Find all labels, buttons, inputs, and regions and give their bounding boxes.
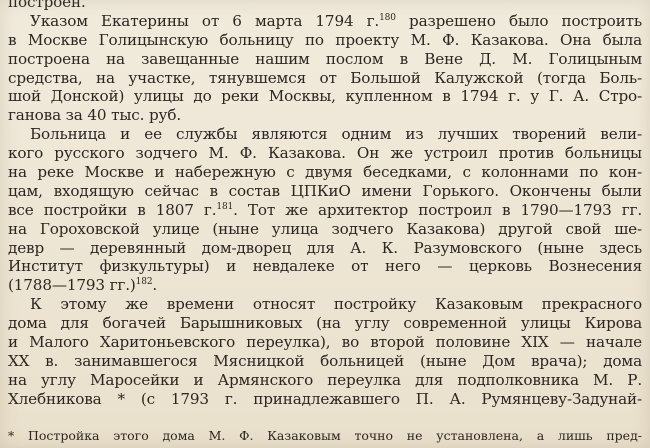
text-line-content: и Малого Харитоньевского переулка), во второй половине XIX — начале (8, 333, 642, 352)
text-line (8, 314, 642, 333)
text-line (8, 333, 642, 352)
text-line (8, 0, 642, 12)
footnote-reference: 182 (135, 277, 153, 288)
text-line-content: Больница и ее службы являются одним из лучших творений вели- (30, 125, 642, 144)
text-line-content: Указом Екатерины от 6 марта 1794 г. (30, 11, 380, 30)
text-line (8, 144, 642, 163)
text-line (8, 371, 642, 390)
text-line (8, 201, 642, 220)
text-line-content: Институт физкультуры) и невдалеке от него — церковь Вознесения (8, 257, 642, 276)
text-line-content: кого русского зодчего М. Ф. Казакова. Он же устроил против больницы (8, 144, 642, 163)
footnote-reference: 181 (216, 201, 234, 212)
text-line-content: построен. (8, 0, 86, 11)
text-line-content: на углу Маросейки и Армянского переулка для подполковника М. Р. (8, 370, 642, 389)
text-line-content: ганова за 40 тыс. руб. (8, 106, 182, 125)
text-line (8, 220, 642, 239)
text-line (8, 352, 642, 371)
text-line (8, 295, 642, 314)
text-line-content: средства, на участке, тянувшемся от Большой Калужской (тогда Боль- (8, 68, 642, 87)
text-line (8, 50, 642, 69)
text-line-content: все постройки в 1807 г. (8, 200, 217, 219)
text-line-content: шой Донской) улицы до реки Москвы, купленном в 1794 г. у Г. А. Стро- (8, 87, 642, 106)
text-line-content: (1788—1793 гг.) (8, 276, 136, 295)
text-line-tail: разрешено было построить (395, 11, 642, 30)
text-line (8, 239, 642, 258)
text-line (8, 69, 642, 88)
text-line-content: построена на завещанные нашим послом в Вене Д. М. Голицыным (8, 49, 642, 68)
text-line (8, 87, 642, 106)
text-line-content: цам, входящую сейчас в состав ЦПКиО имени Горького. Окончены были (8, 181, 642, 200)
text-line-content: на Гороховской улице (ныне улица зодчего Казакова) другой свой ше- (8, 219, 642, 238)
footnote: * Постройка этого дома М. Ф. Казаковым точно не установлена, а лишь пред- (8, 428, 642, 443)
text-line (8, 125, 642, 144)
text-line-content: девр — деревянный дом-дворец для А. К. Разумовского (ныне здесь (8, 238, 642, 257)
text-line-tail: . (152, 276, 158, 295)
text-line-content: XX в. занимавшегося Мясницкой больницей (ныне Дом врача); дома (8, 351, 642, 370)
text-line-content: К этому же времени относят постройку Казаковым прекрасного (30, 295, 642, 314)
body-text (8, 0, 642, 409)
text-line-tail: . Тот же архитектор построил в 1790—1793 гг. (233, 200, 642, 219)
text-line-content: в Москве Голицынскую больницу по проекту М. Ф. Казакова. Она была (8, 30, 642, 49)
text-line (8, 31, 642, 50)
text-line (8, 106, 642, 125)
text-line (8, 390, 642, 409)
footnote-reference: 180 (379, 12, 396, 23)
text-line (8, 12, 642, 31)
text-line-content: Хлебникова * (с 1793 г. принадлежавшего П. А. Румянцеву-Задунай- (8, 389, 642, 408)
text-line-content: дома для богачей Барышниковых (на углу современной улицы Кирова (8, 314, 642, 333)
text-line (8, 257, 642, 276)
text-line (8, 163, 642, 182)
text-line (8, 182, 642, 201)
text-line-content: на реке Москве и набережную с двумя беседками, с колоннами по кон- (8, 163, 642, 182)
text-line (8, 276, 642, 295)
